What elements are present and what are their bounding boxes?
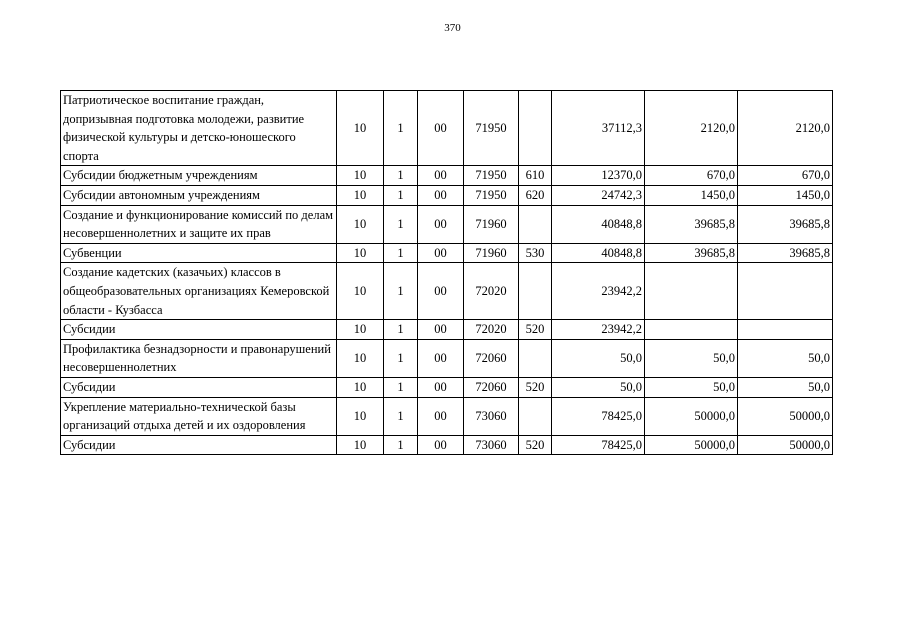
subsection-code: 1 xyxy=(384,320,418,340)
direction-code: 72060 xyxy=(464,339,519,377)
amount-year-2: 1450,0 xyxy=(645,185,738,205)
direction-code: 71950 xyxy=(464,166,519,186)
budget-table xyxy=(60,90,833,455)
item-name: Субсидии xyxy=(61,320,337,340)
amount-year-2: 39685,8 xyxy=(645,243,738,263)
program-code: 00 xyxy=(418,397,464,435)
amount-year-2: 50000,0 xyxy=(645,397,738,435)
item-name: Субсидии xyxy=(61,435,337,455)
item-name: Субсидии xyxy=(61,377,337,397)
subsection-code: 1 xyxy=(384,435,418,455)
expense-type-code xyxy=(519,205,552,243)
table-body xyxy=(61,91,833,455)
amount-year-3: 1450,0 xyxy=(738,185,833,205)
program-code: 00 xyxy=(418,339,464,377)
section-code: 10 xyxy=(337,339,384,377)
amount-year-3: 670,0 xyxy=(738,166,833,186)
section-code: 10 xyxy=(337,263,384,320)
table-row xyxy=(61,435,833,455)
amount-year-2 xyxy=(645,263,738,320)
amount-year-1: 50,0 xyxy=(552,377,645,397)
subsection-code: 1 xyxy=(384,397,418,435)
program-code: 00 xyxy=(418,91,464,166)
subsection-code: 1 xyxy=(384,185,418,205)
amount-year-2 xyxy=(645,320,738,340)
amount-year-3: 2120,0 xyxy=(738,91,833,166)
direction-code: 72020 xyxy=(464,263,519,320)
program-code: 00 xyxy=(418,435,464,455)
subsection-code: 1 xyxy=(384,243,418,263)
amount-year-3: 50000,0 xyxy=(738,397,833,435)
amount-year-1: 40848,8 xyxy=(552,205,645,243)
table-row xyxy=(61,377,833,397)
amount-year-1: 24742,3 xyxy=(552,185,645,205)
amount-year-2: 50,0 xyxy=(645,377,738,397)
amount-year-3 xyxy=(738,320,833,340)
amount-year-1: 50,0 xyxy=(552,339,645,377)
section-code: 10 xyxy=(337,205,384,243)
table-row xyxy=(61,263,833,320)
amount-year-1: 78425,0 xyxy=(552,397,645,435)
subsection-code: 1 xyxy=(384,339,418,377)
expense-type-code: 530 xyxy=(519,243,552,263)
section-code: 10 xyxy=(337,397,384,435)
amount-year-2: 39685,8 xyxy=(645,205,738,243)
section-code: 10 xyxy=(337,243,384,263)
item-name: Субвенции xyxy=(61,243,337,263)
amount-year-2: 670,0 xyxy=(645,166,738,186)
expense-type-code: 620 xyxy=(519,185,552,205)
amount-year-3: 50000,0 xyxy=(738,435,833,455)
table-row xyxy=(61,205,833,243)
amount-year-1: 23942,2 xyxy=(552,320,645,340)
table-row xyxy=(61,397,833,435)
table-row xyxy=(61,166,833,186)
program-code: 00 xyxy=(418,320,464,340)
direction-code: 71950 xyxy=(464,185,519,205)
expense-type-code: 520 xyxy=(519,435,552,455)
program-code: 00 xyxy=(418,263,464,320)
amount-year-3: 50,0 xyxy=(738,377,833,397)
amount-year-1: 23942,2 xyxy=(552,263,645,320)
item-name: Создание кадетских (казачьих) классов в общеобразовательных организациях Кемеровской области - Кузбасса xyxy=(61,263,337,320)
expense-type-code: 610 xyxy=(519,166,552,186)
item-name: Укрепление материально-технической базы организаций отдыха детей и их оздоровления xyxy=(61,397,337,435)
item-name: Субсидии автономным учреждениям xyxy=(61,185,337,205)
section-code: 10 xyxy=(337,185,384,205)
program-code: 00 xyxy=(418,377,464,397)
subsection-code: 1 xyxy=(384,205,418,243)
table-row xyxy=(61,185,833,205)
section-code: 10 xyxy=(337,166,384,186)
expense-type-code: 520 xyxy=(519,377,552,397)
item-name: Патриотическое воспитание граждан, допризывная подготовка молодежи, развитие физической культуры и детско-юношеского спорта xyxy=(61,91,337,166)
section-code: 10 xyxy=(337,91,384,166)
expense-type-code: 520 xyxy=(519,320,552,340)
table-row xyxy=(61,91,833,166)
amount-year-3: 39685,8 xyxy=(738,205,833,243)
direction-code: 73060 xyxy=(464,397,519,435)
direction-code: 71960 xyxy=(464,205,519,243)
amount-year-1: 78425,0 xyxy=(552,435,645,455)
section-code: 10 xyxy=(337,435,384,455)
subsection-code: 1 xyxy=(384,91,418,166)
section-code: 10 xyxy=(337,377,384,397)
direction-code: 72060 xyxy=(464,377,519,397)
table-row xyxy=(61,339,833,377)
expense-type-code xyxy=(519,397,552,435)
item-name: Субсидии бюджетным учреждениям xyxy=(61,166,337,186)
amount-year-1: 12370,0 xyxy=(552,166,645,186)
amount-year-2: 50000,0 xyxy=(645,435,738,455)
amount-year-1: 37112,3 xyxy=(552,91,645,166)
expense-type-code xyxy=(519,91,552,166)
item-name: Профилактика безнадзорности и правонарушений несовершеннолетних xyxy=(61,339,337,377)
amount-year-3: 50,0 xyxy=(738,339,833,377)
section-code: 10 xyxy=(337,320,384,340)
subsection-code: 1 xyxy=(384,263,418,320)
item-name: Создание и функционирование комиссий по делам несовершеннолетних и защите их прав xyxy=(61,205,337,243)
program-code: 00 xyxy=(418,243,464,263)
amount-year-3 xyxy=(738,263,833,320)
table-row xyxy=(61,243,833,263)
subsection-code: 1 xyxy=(384,166,418,186)
amount-year-3: 39685,8 xyxy=(738,243,833,263)
direction-code: 72020 xyxy=(464,320,519,340)
page-number: 370 xyxy=(444,22,461,34)
program-code: 00 xyxy=(418,166,464,186)
subsection-code: 1 xyxy=(384,377,418,397)
amount-year-2: 50,0 xyxy=(645,339,738,377)
direction-code: 71950 xyxy=(464,91,519,166)
direction-code: 71960 xyxy=(464,243,519,263)
table-row xyxy=(61,320,833,340)
expense-type-code xyxy=(519,339,552,377)
amount-year-1: 40848,8 xyxy=(552,243,645,263)
amount-year-2: 2120,0 xyxy=(645,91,738,166)
program-code: 00 xyxy=(418,205,464,243)
program-code: 00 xyxy=(418,185,464,205)
direction-code: 73060 xyxy=(464,435,519,455)
expense-type-code xyxy=(519,263,552,320)
